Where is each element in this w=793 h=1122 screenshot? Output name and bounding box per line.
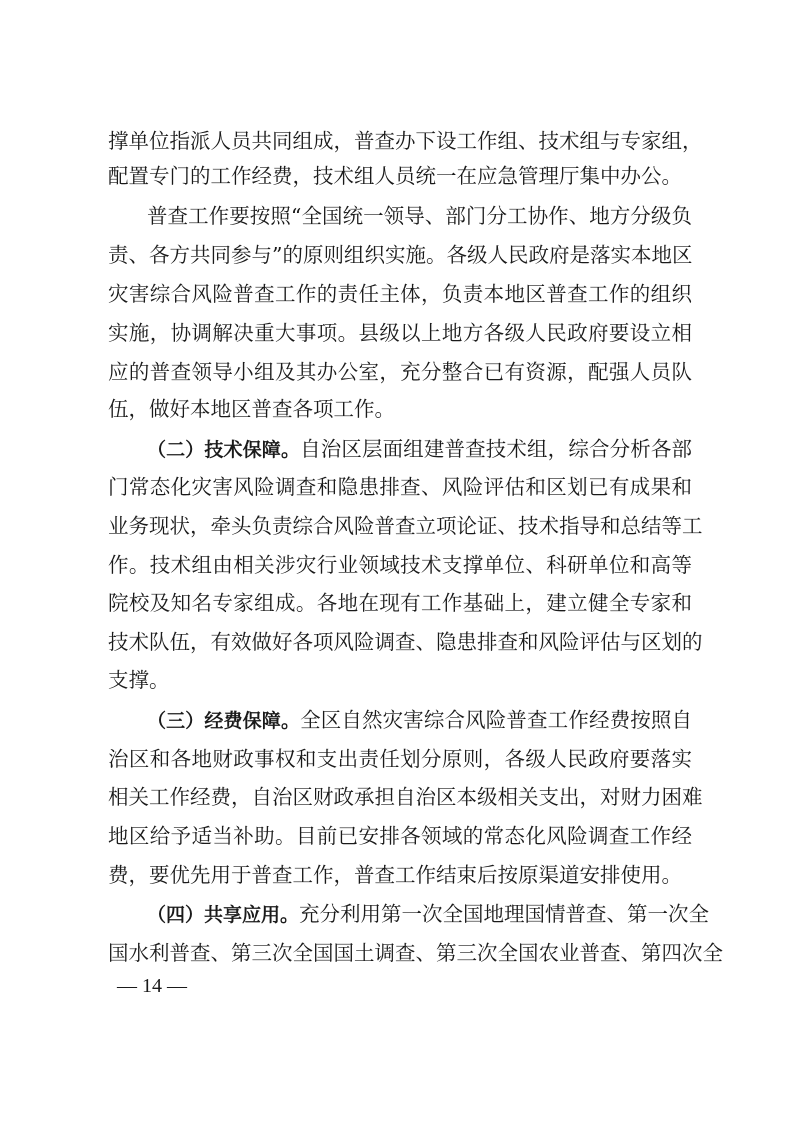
text-line: 门常态化灾害风险调查和隐患排查、风险评估和区划已有成果和 [108, 475, 692, 499]
text-line: 地区给予适当补助。目前已安排各领域的常态化风险调查工作经 [108, 824, 692, 848]
text-line: 伍，做好本地区普查各项工作。 [108, 397, 395, 421]
text-line: 撑单位指派人员共同组成，普查办下设工作组、技术组与专家组， [108, 129, 703, 153]
text-line: 普查工作要按照“全国统一领导、部门分工协作、地方分级负 [147, 204, 692, 228]
text-line: 费，要优先用于普查工作，普查工作结束后按原渠道安排使用。 [108, 863, 682, 887]
page-number: — 14 — [117, 975, 187, 997]
text-line: 灾害综合风险普查工作的责任主体，负责本地区普查工作的组织 [108, 282, 692, 306]
section-line [147, 436, 692, 462]
text-line: 技术队伍，有效做好各项风险调查、隐患排查和风险评估与区划的 [108, 630, 703, 654]
section-heading-funding: （三）经费保障。 [147, 710, 301, 732]
text-line: 配置专门的工作经费，技术组人员统一在应急管理厅集中办公。 [108, 164, 682, 188]
text-line: 支撑。 [108, 668, 170, 692]
text-line: 作。技术组由相关涉灾行业领域技术支撑单位、科研单位和高等 [108, 553, 692, 577]
text-run: 全区自然灾害综合风险普查工作经费按照自 [300, 708, 692, 732]
text-line: 实施，协调解决重大事项。县级以上地方各级人民政府要设立相 [108, 321, 692, 345]
text-line: 国水利普查、第三次全国国土调查、第三次全国农业普查、第四次全 [108, 941, 723, 965]
section-heading-tech: （二）技术保障。 [147, 439, 301, 461]
text-line: 应的普查领导小组及其办公室，充分整合已有资源，配强人员队 [108, 360, 692, 384]
text-line: 业务现状，牵头负责综合风险普查立项论证、技术指导和总结等工 [108, 514, 703, 538]
text-line: 治区和各地财政事权和支出责任划分原则，各级人民政府要落实 [108, 747, 692, 771]
text-run: 充分利用第一次全国地理国情普查、第一次全 [299, 902, 710, 926]
text-run: 自治区层面组建普查技术组，综合分析各部 [300, 437, 692, 461]
section-line [147, 901, 710, 927]
section-line [147, 707, 692, 733]
text-line: 院校及知名专家组成。各地在现有工作基础上，建立健全专家和 [108, 591, 692, 615]
section-heading-sharing: （四）共享应用。 [147, 904, 300, 926]
text-line: 相关工作经费，自治区财政承担自治区本级相关支出，对财力困难 [108, 785, 703, 809]
text-line: 责、各方共同参与”的原则组织实施。各级人民政府是落实本地区 [108, 243, 693, 267]
